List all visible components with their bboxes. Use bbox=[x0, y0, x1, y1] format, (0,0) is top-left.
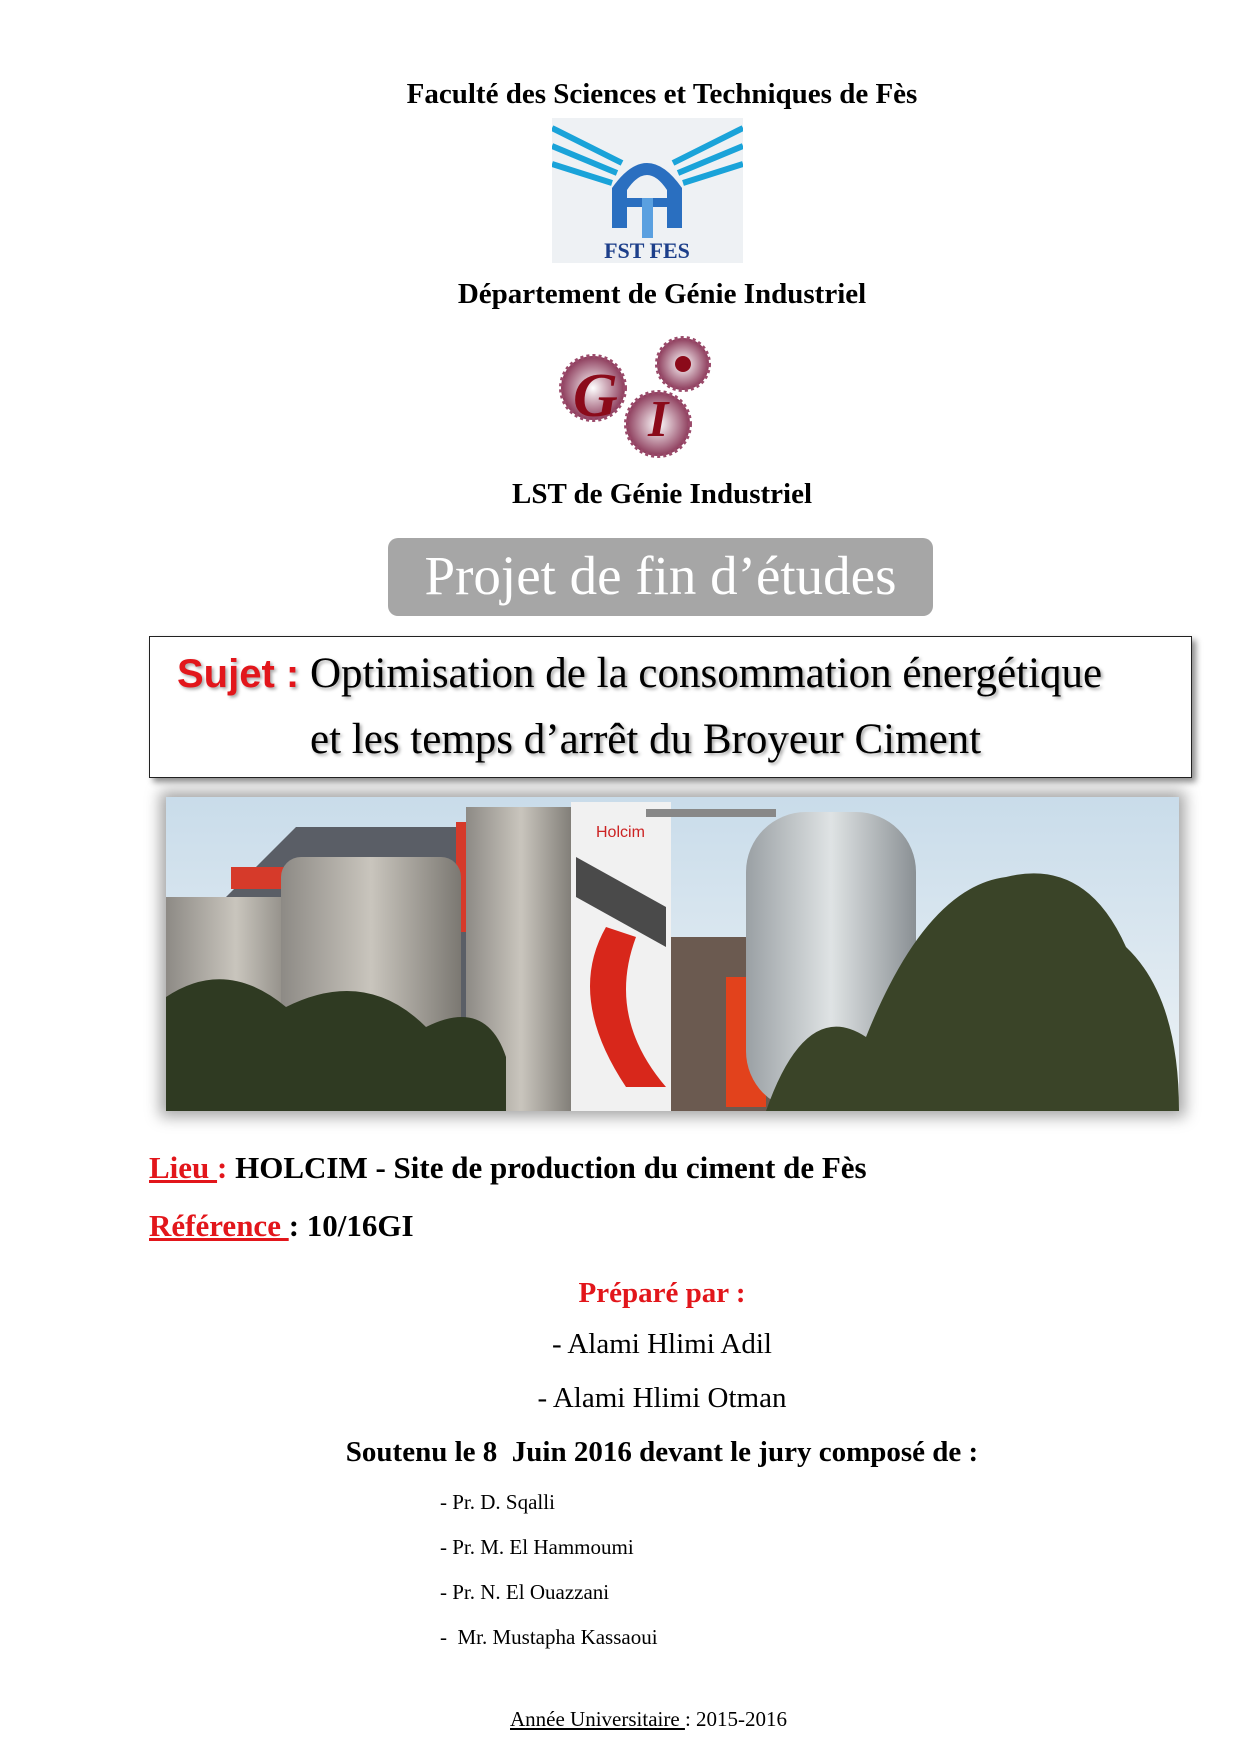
subject-label: Sujet : bbox=[177, 652, 300, 696]
location-value: HOLCIM - Site de production du ciment de Fès bbox=[227, 1150, 867, 1185]
svg-text:G: G bbox=[573, 362, 618, 430]
svg-text:I: I bbox=[648, 391, 669, 448]
holcim-plant-photo bbox=[166, 797, 1179, 1111]
jury-member: - Mr. Mustapha Kassaoui bbox=[440, 1625, 658, 1649]
academic-year-value: : 2015-2016 bbox=[684, 1707, 788, 1731]
subject-box bbox=[149, 636, 1192, 778]
location-separator: : bbox=[217, 1150, 228, 1185]
program-title: LST de Génie Industriel bbox=[512, 478, 812, 510]
academic-year-label: Année Universitaire bbox=[510, 1707, 685, 1731]
fst-fes-logo bbox=[552, 118, 743, 263]
reference-value: : 10/16GI bbox=[288, 1208, 414, 1243]
gi-logo bbox=[553, 336, 723, 462]
author-1: - Alami Hlimi Adil bbox=[552, 1328, 772, 1360]
holcim-brand-text: Holcim bbox=[596, 824, 645, 841]
department-title: Département de Génie Industriel bbox=[457, 278, 867, 310]
location-line bbox=[149, 1150, 867, 1186]
academic-year bbox=[510, 1707, 787, 1732]
author-2: - Alami Hlimi Otman bbox=[537, 1382, 787, 1414]
reference-label: Référence bbox=[149, 1208, 289, 1243]
faculty-title: Faculté des Sciences et Techniques de Fès bbox=[406, 78, 918, 110]
jury-member: - Pr. M. El Hammoumi bbox=[440, 1535, 634, 1559]
subject-line-1: Optimisation de la consommation énergétique bbox=[309, 650, 1103, 697]
location-label: Lieu bbox=[149, 1150, 218, 1185]
subject-line-2: et les temps d’arrêt du Broyeur Ciment bbox=[310, 716, 982, 763]
jury-member: - Pr. N. El Ouazzani bbox=[440, 1580, 610, 1604]
jury-member: - Pr. D. Sqalli bbox=[440, 1490, 555, 1514]
prepared-by-label: Préparé par : bbox=[578, 1277, 746, 1309]
project-banner: Projet de fin d’études bbox=[388, 538, 933, 616]
fst-logo-text: FST FES bbox=[604, 238, 690, 263]
reference-line bbox=[149, 1208, 414, 1244]
jury-intro: Soutenu le 8 Juin 2016 devant le jury composé de : bbox=[345, 1436, 979, 1468]
